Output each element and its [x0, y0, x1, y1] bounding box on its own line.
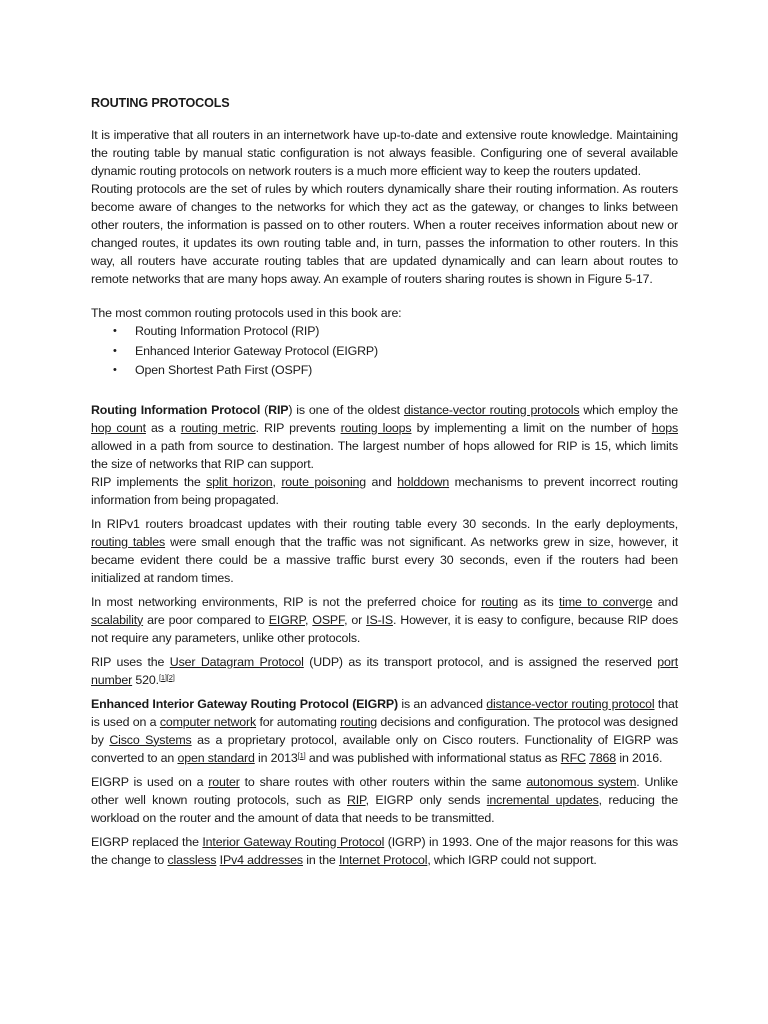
list-intro: The most common routing protocols used in this book are: — [91, 306, 402, 320]
text-run: , — [272, 474, 282, 489]
text-run: in 2013 — [254, 750, 298, 765]
protocol-list — [91, 322, 678, 381]
link-user-datagram-protocol[interactable]: User Datagram Protocol — [169, 654, 304, 669]
link-ospf[interactable]: OSPF — [312, 612, 345, 627]
link-routing-loops[interactable]: routing loops — [340, 420, 412, 435]
link-port-number[interactable]: port number — [91, 654, 678, 687]
rip-term: Routing Information Protocol — [91, 402, 261, 417]
text-run: , or — [344, 612, 367, 627]
link-7868[interactable]: 7868 — [589, 750, 617, 765]
text-run: and was published with informational status as — [305, 750, 561, 765]
text-run: RIP implements the — [91, 474, 207, 489]
text-run: ) is one of the oldest — [288, 402, 404, 417]
link-rip[interactable]: RIP — [346, 792, 366, 807]
eigrp-paragraph-1 — [91, 695, 678, 767]
rip-paragraph-2 — [91, 473, 678, 509]
text-run: EIGRP replaced the — [91, 834, 203, 849]
text-run: as its — [517, 594, 559, 609]
list-item — [113, 342, 678, 362]
citation-link[interactable]: [1] — [297, 750, 306, 760]
text-run: in the — [302, 852, 339, 867]
text-run: mechanisms to prevent incorrect routing information from being propagated. — [91, 474, 679, 507]
text-run: were small enough that the traffic was not significant. As networks grew in size, however, it became evident there could be a massive traffic burst every 30 seconds, even if the routers had been initialized at random times. — [91, 534, 678, 585]
link-routing-metric[interactable]: routing metric — [180, 420, 256, 435]
text-run: . However, it is easy to configure, because RIP does not require any parameters, unlike other protocols. — [91, 612, 678, 645]
link-scalability[interactable]: scalability — [91, 612, 144, 627]
text-run: 520. — [132, 672, 159, 687]
text-run: . Unlike other well known routing protocols, such as — [91, 774, 678, 807]
text-run: as a proprietary protocol, available only on Cisco routers. Functionality of EIGRP was converted to an — [91, 732, 678, 765]
link-hop-count[interactable]: hop count — [91, 420, 146, 435]
text-run: and — [652, 594, 679, 609]
link-ipv4-addresses[interactable]: IPv4 addresses — [219, 852, 303, 867]
text-run: RIP uses the — [91, 654, 170, 669]
text-run: . RIP prevents — [255, 420, 341, 435]
text-run: , EIGRP only sends — [365, 792, 487, 807]
bullet-icon: • — [113, 344, 117, 357]
text-run: (UDP) as its transport protocol, and is assigned the reserved — [303, 654, 658, 669]
link-router[interactable]: router — [208, 774, 240, 789]
text-run: which employ the — [579, 402, 678, 417]
text-run: in 2016. — [616, 750, 663, 765]
list-item-text: Open Shortest Path First (OSPF) — [135, 363, 313, 377]
text-run: for automating — [256, 714, 341, 729]
text-run: , which IGRP could not support. — [427, 852, 597, 867]
link-routing[interactable]: routing — [340, 714, 377, 729]
link-incremental-updates[interactable]: incremental updates — [486, 792, 599, 807]
eigrp-term: Enhanced Interior Gateway Routing Protocol (EIGRP) — [91, 696, 398, 711]
intro-paragraph-2: Routing protocols are the set of rules by which routers dynamically share their routing information. As routers become aware of changes to the networks for which they act as the gateway, or changes to links between other routers, the information is passed on to other routers. When a router receives information about new or changed routes, it updates its own routing table and, in turn, passes the information to other routers. In this way, all routers have accurate routing tables that are updated dynamically and can learn about routes to remote networks that are many hops away. An example of routers sharing routes is shown in Figure 5-17. — [91, 182, 678, 286]
list-item-text: Enhanced Interior Gateway Protocol (EIGRP) — [135, 343, 379, 358]
text-run: by implementing a limit on the number of — [411, 420, 652, 435]
intro-paragraph-1: It is imperative that all routers in an internetwork have up-to-date and extensive route knowledge. Maintaining the routing table by manual static configuration is not always feasible. Configuring one of several available dynamic routing protocols on network routers is a much more efficient way to keep the routers updated. — [91, 128, 678, 178]
text-run: , — [305, 612, 313, 627]
list-item — [113, 322, 678, 342]
link-hops[interactable]: hops — [651, 420, 678, 435]
link-routing[interactable]: routing — [481, 594, 518, 609]
section-heading: ROUTING PROTOCOLS — [91, 96, 230, 110]
rip-paragraph-3 — [91, 515, 678, 587]
rip-abbr: RIP — [268, 402, 289, 417]
list-item-text: Routing Information Protocol (RIP) — [135, 324, 320, 338]
text-run: , reducing the workload on the router and the amount of data that needs to be transmitted. — [91, 792, 678, 825]
link-computer-network[interactable]: computer network — [159, 714, 257, 729]
text-run: (IGRP) in 1993. One of the major reasons for this was the change to — [91, 834, 678, 867]
text-run: and — [366, 474, 398, 489]
link-classless[interactable]: classless — [167, 852, 217, 867]
link-cisco-systems[interactable]: Cisco Systems — [109, 732, 192, 747]
rip-paragraph-1 — [91, 401, 678, 473]
link-rfc[interactable]: RFC — [560, 750, 586, 765]
link-eigrp[interactable]: EIGRP — [268, 612, 305, 627]
link-split-horizon[interactable]: split horizon — [206, 474, 273, 489]
text-run: to share routes with other routers within the same — [239, 774, 527, 789]
text-run: decisions and configuration. The protocol was designed by — [91, 714, 679, 747]
text-run: that is used on a — [91, 696, 678, 729]
bullet-icon: • — [113, 364, 117, 376]
text-run: allowed in a path from source to destination. The largest number of hops allowed for RIP is 15, which limits the size of networks that RIP can support. — [91, 438, 678, 471]
list-item — [113, 361, 678, 381]
bullet-icon: • — [113, 325, 117, 337]
rip-paragraph-5 — [91, 653, 678, 689]
text-run: are poor compared to — [143, 612, 269, 627]
link-autonomous-system[interactable]: autonomous system — [526, 774, 637, 789]
text-run: In most networking environments, RIP is not the preferred choice for — [91, 594, 482, 609]
link-is-is[interactable]: IS-IS — [366, 612, 393, 627]
link-internet-protocol[interactable]: Internet Protocol — [338, 852, 428, 867]
link-routing-tables[interactable]: routing tables — [91, 534, 166, 549]
text-run: ( — [260, 402, 269, 417]
link-distance-vector-routing-protocol[interactable]: distance-vector routing protocol — [486, 696, 655, 711]
text-run: EIGRP is used on a — [91, 774, 209, 789]
link-route-poisoning[interactable]: route poisoning — [281, 474, 367, 489]
text-run: as a — [145, 420, 181, 435]
link-holddown[interactable]: holddown — [397, 474, 450, 489]
link-interior-gateway-routing-protocol[interactable]: Interior Gateway Routing Protocol — [202, 834, 385, 849]
eigrp-paragraph-3 — [91, 833, 678, 869]
link-time-to-converge[interactable]: time to converge — [558, 594, 653, 609]
text-run: is an advanced — [397, 696, 487, 711]
text-run: In RIPv1 routers broadcast updates with their routing table every 30 seconds. In the early deployments, — [91, 516, 678, 531]
link-open-standard[interactable]: open standard — [177, 750, 255, 765]
citation-link[interactable]: [1][2] — [158, 672, 175, 682]
rip-paragraph-4 — [91, 593, 678, 647]
link-distance-vector-routing-protocols[interactable]: distance-vector routing protocols — [403, 402, 580, 417]
eigrp-paragraph-2 — [91, 773, 678, 827]
